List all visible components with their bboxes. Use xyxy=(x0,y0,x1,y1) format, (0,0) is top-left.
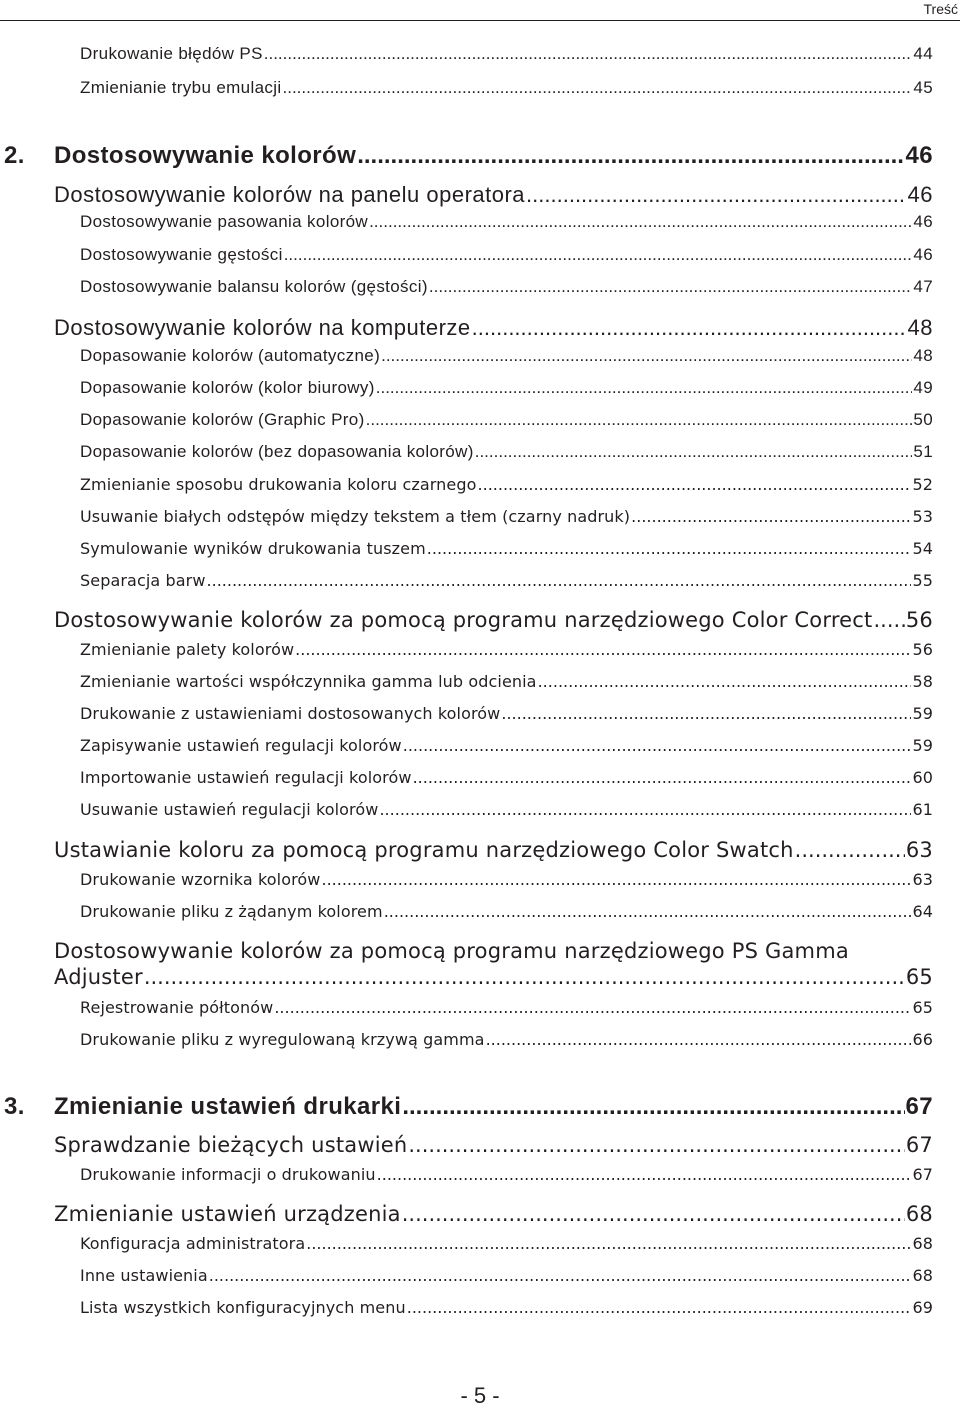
section-header-label: Treść xyxy=(923,1,958,17)
toc-entry[interactable] xyxy=(80,507,933,526)
chapter-title: Dostosowywanie kolorów xyxy=(54,142,357,169)
toc-leader-dots xyxy=(369,212,912,232)
toc-entry[interactable] xyxy=(80,277,933,297)
toc-entry-title: Drukowanie wzornika kolorów xyxy=(80,870,321,889)
toc-entry[interactable] xyxy=(54,315,933,341)
toc-chapter[interactable] xyxy=(4,142,933,170)
toc-entry-title: Konfiguracja administratora xyxy=(80,1234,306,1253)
toc-entry-page: 64 xyxy=(912,902,933,921)
toc-leader-dots xyxy=(874,608,905,632)
toc-entry-page: 56 xyxy=(905,608,933,632)
toc-entry-page: 52 xyxy=(912,475,933,494)
toc-entry-title: Drukowanie pliku z wyregulowaną krzywą gamma xyxy=(80,1030,485,1049)
toc-entry-title: Drukowanie błędów PS xyxy=(80,44,263,63)
toc-entry-title: Separacja barw xyxy=(80,571,206,590)
toc-entry[interactable] xyxy=(80,998,933,1017)
toc-entry-title: Zmienianie sposobu drukowania koloru czarnego xyxy=(80,475,477,494)
toc-entry[interactable] xyxy=(80,475,933,494)
toc-entry-title: Dostosowywanie balansu kolorów (gęstości) xyxy=(80,277,428,296)
toc-leader-dots xyxy=(413,768,912,787)
toc-entry-title: Lista wszystkich konfiguracyjnych menu xyxy=(80,1298,406,1317)
toc-leader-dots xyxy=(538,672,912,691)
toc-entry-page: 55 xyxy=(912,571,933,590)
toc-entry[interactable] xyxy=(80,1030,933,1049)
toc-entry[interactable] xyxy=(54,965,933,989)
toc-entry-page: 51 xyxy=(913,442,933,461)
toc-entry[interactable] xyxy=(80,78,933,98)
toc-entry-page: 67 xyxy=(905,1093,933,1120)
toc-entry-page: 59 xyxy=(912,704,933,723)
toc-entry-page: 53 xyxy=(912,507,933,526)
toc-leader-dots xyxy=(376,378,913,398)
toc-entry-page: 69 xyxy=(912,1298,933,1317)
toc-leader-dots xyxy=(209,1266,912,1285)
toc-entry-page: 47 xyxy=(913,277,933,296)
toc-entry-title: Usuwanie białych odstępów między tekstem a tłem (czarny nadruk) xyxy=(80,507,631,526)
toc-entry[interactable] xyxy=(80,672,933,691)
toc-entry-page: 63 xyxy=(912,870,933,889)
toc-leader-dots xyxy=(274,998,911,1017)
toc-entry-page: 67 xyxy=(912,1165,933,1184)
toc-entry-title: Dostosowywanie pasowania kolorów xyxy=(80,212,369,231)
toc-entry-title: Dopasowanie kolorów (kolor biurowy) xyxy=(80,378,375,397)
toc-entry-title: Dopasowanie kolorów (Graphic Pro) xyxy=(80,410,365,429)
toc-entry-page: 56 xyxy=(912,640,933,659)
toc-leader-dots xyxy=(403,736,912,755)
toc-leader-dots xyxy=(379,800,911,819)
toc-entry[interactable] xyxy=(80,1298,933,1317)
toc-entry[interactable] xyxy=(80,1165,933,1184)
toc-entry[interactable] xyxy=(80,539,933,558)
toc-leader-dots xyxy=(144,965,905,989)
page-number: - 5 - xyxy=(460,1383,500,1408)
toc-entry-page: 46 xyxy=(905,142,933,169)
toc-leader-dots xyxy=(408,1133,905,1157)
toc-entry-title: Dopasowanie kolorów (bez dopasowania kolorów) xyxy=(80,442,474,461)
toc-entry-title: Zmienianie ustawień urządzenia xyxy=(54,1202,401,1226)
toc-entry[interactable] xyxy=(80,442,933,462)
toc-entry[interactable] xyxy=(80,870,933,889)
toc-leader-dots xyxy=(631,507,911,526)
toc-entry[interactable] xyxy=(54,182,933,208)
toc-entry[interactable] xyxy=(54,1202,933,1226)
toc-leader-dots xyxy=(402,1202,905,1226)
chapter-number: 2. xyxy=(4,142,25,169)
toc-entry-page: 59 xyxy=(912,736,933,755)
toc-leader-dots xyxy=(384,902,912,921)
toc-entry-page: 45 xyxy=(913,78,933,97)
toc-entry[interactable] xyxy=(80,704,933,723)
toc-entry-page: 67 xyxy=(905,1133,933,1157)
toc-leader-dots xyxy=(366,410,913,430)
toc-entry-page: 68 xyxy=(912,1234,933,1253)
toc-entry-page: 49 xyxy=(913,378,933,397)
toc-entry-page: 46 xyxy=(913,245,933,264)
toc-entry-title: Inne ustawienia xyxy=(80,1266,208,1285)
toc-entry-title: Dostosowywanie gęstości xyxy=(80,245,283,264)
toc-entry-page: 48 xyxy=(913,346,933,365)
toc-leader-dots xyxy=(475,442,913,462)
toc-entry-title: Zapisywanie ustawień regulacji kolorów xyxy=(80,736,402,755)
toc-entry-title: Rejestrowanie półtonów xyxy=(80,998,274,1017)
toc-entry[interactable] xyxy=(80,902,933,921)
toc-leader-dots xyxy=(472,315,907,341)
toc-leader-dots xyxy=(264,44,913,64)
toc-entry[interactable] xyxy=(54,608,933,632)
toc-entry-title: Drukowanie informacji o drukowaniu xyxy=(80,1165,376,1184)
toc-entry[interactable] xyxy=(80,1266,933,1285)
toc-entry-title: Dostosowywanie kolorów na panelu operatora xyxy=(54,182,526,207)
toc-entry[interactable] xyxy=(80,768,933,787)
toc-entry-page: 46 xyxy=(913,212,933,231)
toc-entry-title: Sprawdzanie bieżących ustawień xyxy=(54,1133,408,1157)
toc-chapter[interactable] xyxy=(4,1093,933,1121)
toc-entry[interactable] xyxy=(80,736,933,755)
toc-leader-dots xyxy=(283,78,913,98)
toc-entry[interactable] xyxy=(80,640,933,659)
toc-entry[interactable] xyxy=(80,44,933,64)
toc-entry-page: 68 xyxy=(912,1266,933,1285)
toc-entry-title: Zmienianie trybu emulacji xyxy=(80,78,282,97)
chapter-title: Zmienianie ustawień drukarki xyxy=(54,1093,402,1120)
toc-entry-page: 60 xyxy=(912,768,933,787)
toc-entry-title: Adjuster xyxy=(54,965,143,989)
toc-leader-dots xyxy=(501,704,911,723)
toc-entry-page: 63 xyxy=(905,838,933,862)
toc-leader-dots xyxy=(478,475,912,494)
toc-leader-dots xyxy=(486,1030,912,1049)
toc-entry[interactable] xyxy=(54,838,933,862)
toc-entry-page: 61 xyxy=(912,800,933,819)
toc-entry-title: Ustawianie koloru za pomocą programu narzędziowego Color Swatch xyxy=(54,838,794,862)
toc-entry[interactable] xyxy=(80,346,933,366)
toc-entry-page: 46 xyxy=(907,182,933,207)
toc-leader-dots xyxy=(402,1093,904,1121)
toc-entry-title: Zmienianie wartości współczynnika gamma lub odcienia xyxy=(80,672,537,691)
toc-leader-dots xyxy=(526,182,906,208)
toc-leader-dots xyxy=(381,346,912,366)
toc-entry[interactable] xyxy=(80,378,933,398)
toc-entry-page: 65 xyxy=(905,965,933,989)
toc-entry[interactable] xyxy=(80,800,933,819)
toc-leader-dots xyxy=(795,838,905,862)
toc-entry[interactable] xyxy=(80,410,933,430)
toc-leader-dots xyxy=(306,1234,911,1253)
toc-leader-dots xyxy=(357,142,904,170)
toc-entry-page: 66 xyxy=(912,1030,933,1049)
toc-entry-page: 54 xyxy=(912,539,933,558)
toc-entry-page: 68 xyxy=(905,1202,933,1226)
toc-entry-title: Symulowanie wyników drukowania tuszem xyxy=(80,539,426,558)
toc-entry-page: 50 xyxy=(913,410,933,429)
toc-leader-dots xyxy=(377,1165,912,1184)
toc-entry[interactable] xyxy=(54,1133,933,1157)
toc-leader-dots xyxy=(295,640,911,659)
toc-leader-dots xyxy=(429,277,912,297)
toc-entry-title: Zmienianie palety kolorów xyxy=(80,640,295,659)
chapter-number: 3. xyxy=(4,1093,25,1120)
toc-entry-title: Dopasowanie kolorów (automatyczne) xyxy=(80,346,381,365)
toc-entry-title: Drukowanie pliku z żądanym kolorem xyxy=(80,902,383,921)
toc-entry-title: Drukowanie z ustawieniami dostosowanych kolorów xyxy=(80,704,501,723)
toc-entry[interactable] xyxy=(80,571,933,590)
toc-entry-page: 48 xyxy=(907,315,933,340)
toc-entry[interactable] xyxy=(80,212,933,232)
toc-entry-title: Usuwanie ustawień regulacji kolorów xyxy=(80,800,379,819)
toc-leader-dots xyxy=(321,870,911,889)
toc-entry-title: Dostosowywanie kolorów na komputerze xyxy=(54,315,471,340)
toc-entry[interactable] xyxy=(80,245,933,265)
toc-entry-page: 44 xyxy=(913,44,933,63)
toc-entry-title: Dostosowywanie kolorów za pomocą programu narzędziowego Color Correct xyxy=(54,608,873,632)
toc-entry-title: Importowanie ustawień regulacji kolorów xyxy=(80,768,412,787)
toc-leader-dots xyxy=(284,245,913,265)
toc-leader-dots xyxy=(427,539,912,558)
toc-leader-dots xyxy=(207,571,912,590)
toc-entry-title-line1[interactable]: Dostosowywanie kolorów za pomocą programu narzędziowego PS Gamma xyxy=(54,939,849,963)
toc-entry-page: 58 xyxy=(912,672,933,691)
toc-leader-dots xyxy=(407,1298,912,1317)
toc-entry-page: 65 xyxy=(912,998,933,1017)
toc-entry[interactable] xyxy=(80,1234,933,1253)
